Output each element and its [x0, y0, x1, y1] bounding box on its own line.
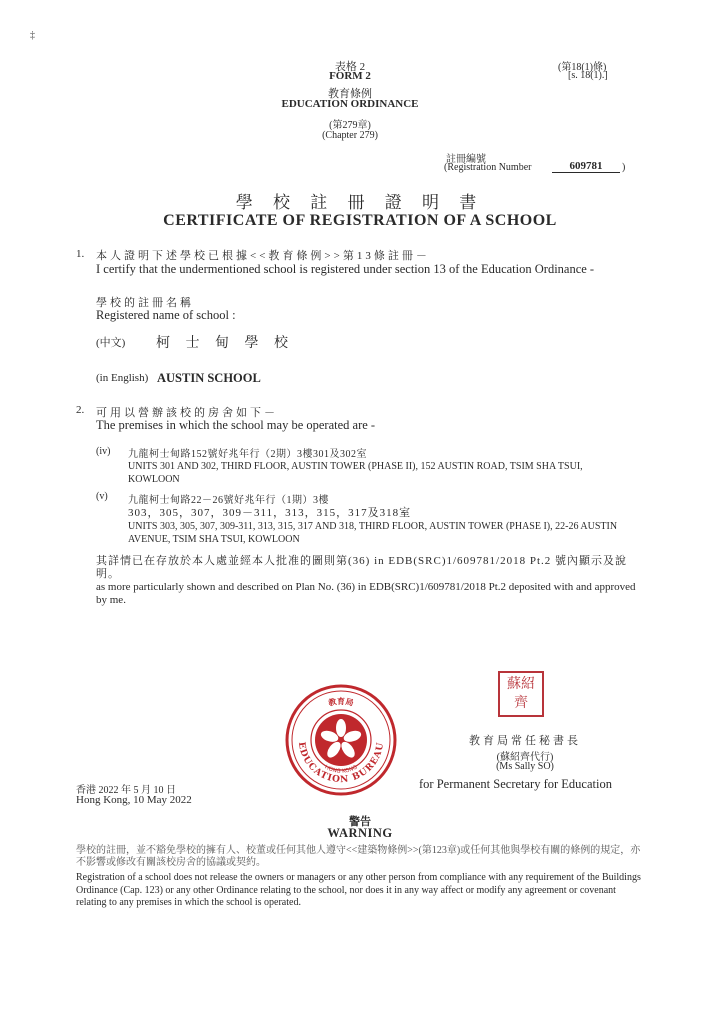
english-name-label: (in English)	[96, 372, 149, 384]
section1-text-en: I certify that the undermentioned school is registered under section 13 of the Education Ordinance -	[96, 262, 595, 276]
chapter-en: (Chapter 279)	[322, 130, 378, 141]
section-ref-zh: (第18(1)條)	[558, 62, 607, 73]
signer-stamp-chars: 蘇紹齊	[507, 676, 535, 711]
school-name-label-en: Registered name of school :	[96, 308, 236, 322]
section2-text-en: The premises in which the school may be operated are -	[96, 418, 376, 432]
issue-date-en: Hong Kong, 10 May 2022	[76, 794, 192, 806]
plan-reference-en: as more particularly shown and described on Plan No. (36) in EDB(SRC)1/609781/2018 Pt.2 deposited with and approved by me.	[96, 581, 636, 606]
premises-item-number: (v)	[96, 491, 108, 502]
warning-text-zh: 學校的註冊，並不豁免學校的擁有人、校董或任何其他人遵守<<建築物條例>>(第123章)或任何其他與學校有關的條例的規定，亦不影響或修改有關該校房舍的協議或契約。	[76, 845, 641, 868]
signer-stamp	[498, 671, 544, 717]
premises-item-en: UNITS 301 AND 302, THIRD FLOOR, AUSTIN TOWER (PHASE II), 152 AUSTIN ROAD, TSIM SHA TSUI, KOWLOON	[128, 461, 583, 485]
premises-item-zh: 九龍柯士甸路152號好兆年行（2期）3樓301及302室	[128, 449, 367, 460]
school-name-chinese: 柯 士 甸 學 校	[156, 336, 294, 351]
svg-text:教育局: 教育局	[327, 697, 355, 708]
chapter-zh: (第279章)	[329, 120, 371, 131]
warning-title-en: WARNING	[327, 826, 393, 840]
ordinance-zh: 教育條例	[328, 88, 372, 100]
page-mark: ‡	[30, 30, 35, 41]
section1-text-zh: 本人證明下述學校已根據<<教育條例>>第13條註冊－	[96, 250, 430, 262]
certificate-title-zh: 學 校 註 冊 證 明 書	[235, 193, 485, 212]
reg-label-en: (Registration Number	[444, 162, 532, 173]
warning-title-zh: 警告	[349, 816, 371, 828]
ordinance-en: EDUCATION ORDINANCE	[281, 98, 419, 110]
premises-item-zh: 九龍柯士甸路22－26號好兆年行（1期）3樓	[128, 495, 329, 506]
plan-reference-zh: 其詳情已在存放於本人處並經本人批准的圖則第(36) in EDB(SRC)1/609781/2018 Pt.2 號內顯示及說明。	[96, 555, 628, 580]
chinese-name-label: (中文)	[96, 337, 126, 349]
form-label-zh: 表格 2	[334, 61, 366, 73]
form-label-en: FORM 2	[329, 70, 371, 82]
reg-label-zh: 註冊編號	[446, 154, 486, 165]
reg-number: 609781	[552, 160, 620, 173]
school-name-label-zh: 學校的註冊名稱	[96, 297, 194, 309]
reg-close: )	[622, 162, 626, 173]
section2-number: 2.	[76, 404, 85, 416]
issue-date-zh: 香港 2022 年 5 月 10 日	[76, 785, 176, 796]
premises-item-en: UNITS 303, 305, 307, 309-311, 313, 315, 317 AND 318, THIRD FLOOR, AUSTIN TOWER (PHASE I), 22-26 AUSTIN AVENUE, TSIM SHA TSUI, KOWLOON	[128, 521, 618, 545]
certificate-title-en: CERTIFICATE OF REGISTRATION OF A SCHOOL	[163, 212, 557, 229]
signature-title-en: for Permanent Secretary for Education	[419, 777, 612, 791]
premises-item-zh-units: 303，305，307，309－311，313，315，317及318室	[128, 507, 412, 519]
premises-item-number: (iv)	[96, 446, 111, 457]
warning-text-en: Registration of a school does not release the owners or managers or any other person from compliance with any requirement of the Buildings Ordinance (Cap. 123) or any other Ordinance relating to the school, nor does it in any way affect or modify any agreement or covenant relating to any premises in which the school is operated.	[76, 872, 641, 908]
signature-title-zh: 教育局常任秘書長	[469, 735, 581, 747]
svg-text:HONG KONG: HONG KONG	[323, 764, 359, 775]
education-bureau-seal	[285, 684, 397, 796]
school-name-english: AUSTIN SCHOOL	[157, 371, 261, 385]
signer-name-en: (Ms Sally SO)	[496, 761, 554, 772]
svg-text:EDUCATION BUREAU: EDUCATION BUREAU	[295, 741, 387, 786]
section-ref-en: [s. 18(1).]	[568, 70, 608, 81]
section2-text-zh: 可用以營辦該校的房舍如下－	[96, 407, 278, 419]
section1-number: 1.	[76, 248, 85, 260]
signer-name-zh: (蘇紹齊代行)	[496, 752, 554, 763]
